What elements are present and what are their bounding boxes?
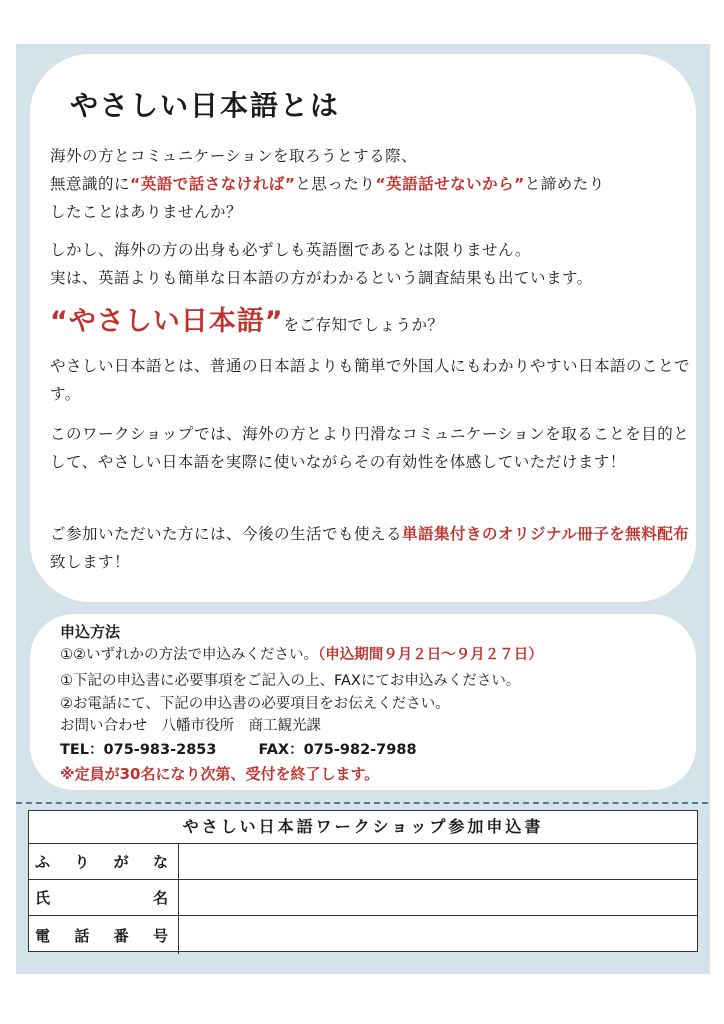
intro-paragraph-6: ご参加いただいた方には、今後の生活でも使える単語集付きのオリジナル冊子を無料配布致します！ bbox=[50, 525, 690, 571]
phone-field[interactable] bbox=[179, 916, 697, 954]
form-row-furigana bbox=[29, 844, 697, 880]
intro-paragraph-5: このワークショップでは、海外の方とより円滑なコミュニケーションを取ることを目的として、やさしい日本語を実際に使いながらその有効性を体感していただけます！ bbox=[50, 425, 690, 471]
form-title: やさしい日本語ワークショップ参加申込書 bbox=[29, 811, 697, 844]
apply-phone-line: ②お電話にて、下記の申込書の必要項目をお伝えください。 bbox=[60, 696, 450, 712]
form-row-phone bbox=[29, 916, 697, 954]
application-form bbox=[28, 810, 698, 952]
page-title: やさしい日本語とは bbox=[70, 89, 341, 122]
apply-period: （申込期間９月２日～９月２７日） bbox=[318, 647, 543, 663]
tel-fax-line bbox=[60, 740, 417, 760]
cut-line bbox=[16, 802, 708, 804]
intro-paragraph-2: しかし、海外の方の出身も必ずしも英語圏であるとは限りません。 実は、英語よりも簡単な日本語の方がわかるという調査結果も出ています。 bbox=[50, 241, 593, 287]
furigana-field[interactable] bbox=[179, 844, 697, 879]
form-row-name bbox=[29, 880, 697, 916]
form-label-name: 氏 名 bbox=[29, 880, 179, 915]
intro-paragraph-1: 海外の方とコミュニケーションを取ろうとする際、 無意識的に“英語で話さなければ”と思ったり“英語話せないから”と諦めたり したことはありませんか？ bbox=[50, 147, 605, 221]
intro-card bbox=[30, 54, 696, 602]
form-label-phone: 電 話 番 号 bbox=[29, 916, 179, 954]
apply-heading: 申込方法 bbox=[60, 623, 121, 641]
form-label-furigana: ふ り が な bbox=[29, 844, 179, 879]
apply-fax-line: ①下記の申込書に必要事項をご記入の上、FAXにてお申込みください。 bbox=[60, 673, 521, 689]
capacity-notice: ※定員が30名になり次第、受付を終了します。 bbox=[60, 765, 380, 783]
yasashii-heading: “やさしい日本語”をご存知でしょうか？ bbox=[50, 306, 444, 337]
tel-number: TEL：075-983-2853 bbox=[60, 742, 217, 758]
contact-line: お問い合わせ 八幡市役所 商工観光課 bbox=[60, 718, 321, 734]
intro-paragraph-4: やさしい日本語とは、普通の日本語よりも簡単で外国人にもわかりやすい日本語のことです。 bbox=[50, 357, 691, 403]
apply-method-line: ①②いずれかの方法で申込みください。（申込期間９月２日～９月２７日） bbox=[60, 647, 543, 663]
application-info-card bbox=[30, 614, 696, 790]
fax-number: FAX：075-982-7988 bbox=[258, 742, 417, 758]
name-field[interactable] bbox=[179, 880, 697, 915]
